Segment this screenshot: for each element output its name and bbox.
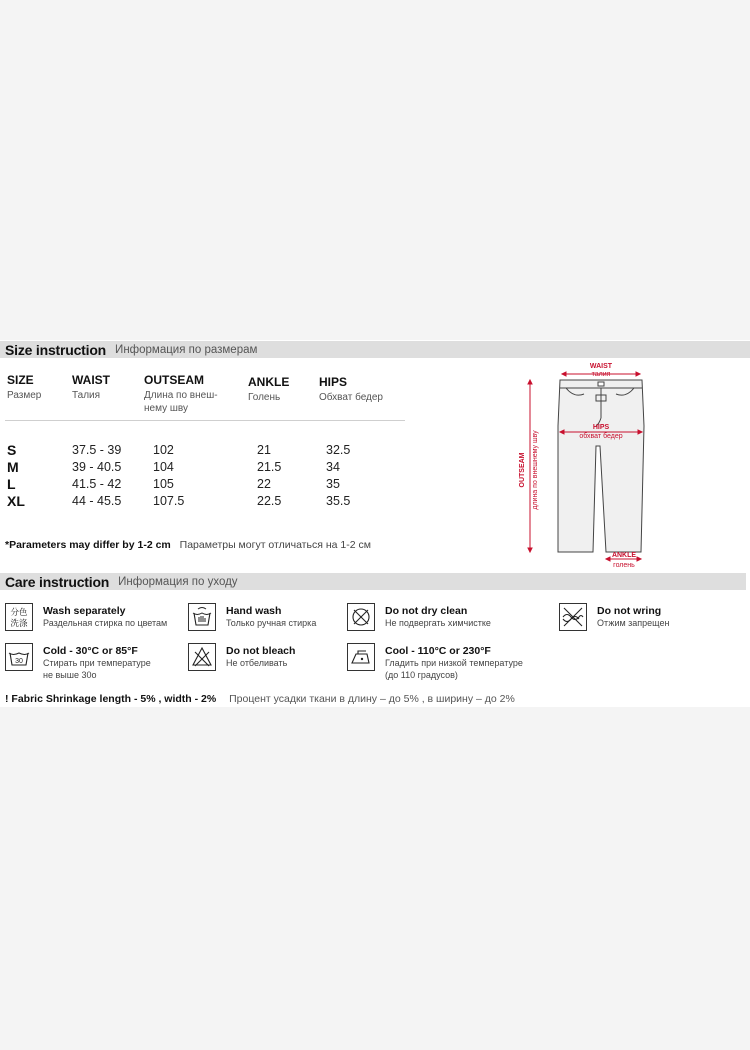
do-not-bleach-icon [188, 643, 216, 671]
fabric-shrinkage-note: ! Fabric Shrinkage length - 5% , width - 2% Процент усадки ткани в длину – до 5% , в ширину – до 2% [5, 693, 515, 705]
outseam-cell: 107.5 [153, 494, 185, 508]
hips-cell: 32.5 [326, 443, 351, 457]
header-hips: HIPS Обхват бедер [319, 375, 383, 403]
waist-cell: 37.5 - 39 [72, 443, 122, 457]
cold-wash-30-icon [5, 643, 33, 671]
header-ankle: ANKLE Голень [248, 375, 290, 403]
hips-cell: 34 [326, 460, 340, 474]
care-section-title-ru: Информация по уходу [118, 575, 238, 588]
hand-wash-icon [188, 603, 216, 631]
header-size: SIZE Размер [7, 373, 42, 401]
size-cell: XL [7, 493, 25, 509]
outseam-cell: 105 [153, 477, 174, 491]
table-divider [5, 420, 405, 421]
outseam-cell: 102 [153, 443, 174, 457]
waist-cell: 44 - 45.5 [72, 494, 122, 508]
ankle-cell: 21.5 [257, 460, 282, 474]
hips-cell: 35.5 [326, 494, 351, 508]
outseam-label-ru: длина по внешнему шву [532, 430, 539, 510]
do-not-wring-icon [559, 603, 587, 631]
care-section-title: Care instruction [5, 573, 110, 590]
hips-label: HIPS [592, 424, 610, 431]
waist-cell: 41.5 - 42 [72, 477, 122, 491]
svg-text:分色: 分色 [10, 608, 28, 618]
svg-text:洗涤: 洗涤 [10, 619, 28, 629]
ankle-cell: 22 [257, 477, 271, 491]
hips-cell: 35 [326, 477, 340, 491]
ankle-label-ru: голень [613, 562, 635, 569]
outseam-label: OUTSEAM [519, 452, 526, 488]
size-section-title: Size instruction [5, 341, 107, 358]
size-cell: L [7, 476, 16, 492]
do-not-dry-clean-icon [347, 603, 375, 631]
wash-separately-icon [5, 603, 33, 631]
size-section-title-ru: Информация по размерам [115, 343, 258, 356]
size-cell: S [7, 442, 17, 458]
care-section-header [0, 573, 746, 590]
ankle-cell: 21 [257, 443, 271, 457]
ankle-cell: 22.5 [257, 494, 282, 508]
waist-cell: 39 - 40.5 [72, 460, 122, 474]
pants-icon [558, 380, 644, 552]
outseam-cell: 104 [153, 460, 174, 474]
waist-label: WAIST [589, 363, 613, 370]
header-outseam: OUTSEAM Длина по внеш-нему шву [144, 373, 218, 414]
parameters-note: *Parameters may differ by 1-2 cm Параметры могут отличаться на 1-2 см [5, 539, 371, 551]
pants-diagram [510, 356, 660, 574]
hips-label-ru: обхват бедер [579, 433, 623, 440]
iron-low-icon [347, 643, 375, 671]
ankle-label: ANKLE [611, 552, 637, 559]
size-cell: M [7, 459, 19, 475]
svg-text:30: 30 [15, 658, 23, 665]
waist-label-ru: талия [591, 371, 611, 378]
header-waist: WAIST Талия [72, 373, 110, 401]
